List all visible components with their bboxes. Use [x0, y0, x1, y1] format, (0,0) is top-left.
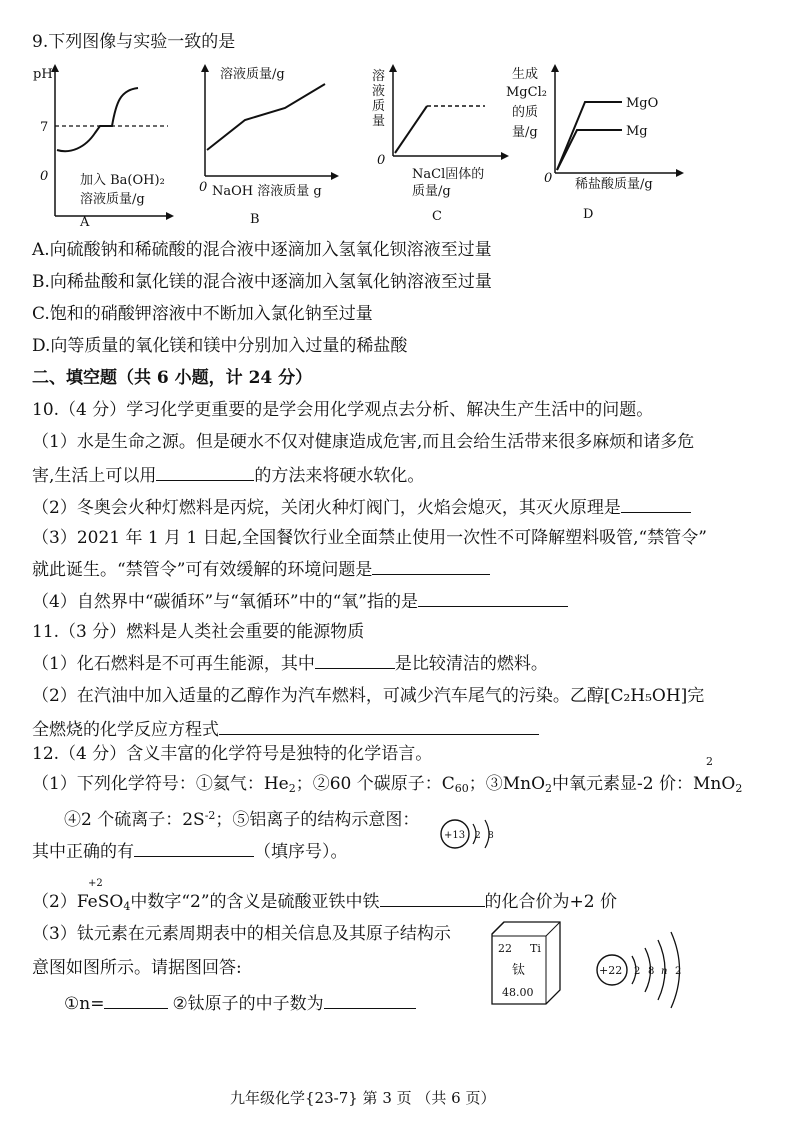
- graph-a-x-label-2: 溶液质量/g: [80, 192, 145, 207]
- q11-p1-pre: （1）化石燃料是不可再生能源，其中: [32, 654, 315, 674]
- ti-mass: 48.00: [502, 986, 534, 999]
- q12-p1b: [64, 804, 419, 832]
- q10-p2: [32, 494, 691, 520]
- q12-p2-mid: 中数字“2”的含义是硫酸亚铁中铁: [130, 892, 380, 912]
- q10-p2-text: （2）冬奥会火种灯燃料是丙烷，关闭火种灯阀门，火焰会熄灭，其灭火原理是: [32, 498, 621, 518]
- q9-graphs: [0, 58, 794, 233]
- q12-p3c-mid: ②钛原子的中子数为: [172, 994, 324, 1014]
- page-footer: 九年级化学{23-7} 第 3 页 （共 6 页）: [230, 1089, 496, 1107]
- q12-title: 12.（4 分）含义丰富的化学符号是独特的化学语言。: [32, 744, 433, 764]
- ti-symbol: Ti: [530, 942, 541, 955]
- q12-p1b-post: ；⑤铝离子的结构示意图：: [215, 810, 420, 830]
- graph-c: [372, 64, 509, 224]
- q10-answer-4[interactable]: [418, 588, 568, 607]
- q12-p2-pre: （2）FeSO: [32, 892, 124, 912]
- q10-p4-text: （4）自然界中“碳循环”与“氧循环”中的“氧”指的是: [32, 592, 418, 612]
- q12-p1b-pre: ④2 个硫离子：2S: [64, 810, 205, 830]
- q12-p2-post: 的化合价为+2 价: [484, 892, 617, 912]
- q12-p1a-pre: （1）下列化学符号：①氦气：He: [32, 774, 289, 794]
- graph-b-origin: 0: [199, 180, 208, 195]
- graph-d-tag: D: [583, 207, 594, 222]
- q10-answer-2[interactable]: [621, 494, 691, 513]
- q10-answer-1[interactable]: [156, 462, 254, 481]
- ti-e1: 2: [634, 966, 641, 977]
- q12-p1b-sup: -2: [204, 809, 216, 822]
- al-e1: 2: [475, 831, 481, 841]
- q12-p1a-sub2: 60: [454, 782, 469, 795]
- graph-c-y-1: 溶: [372, 69, 386, 84]
- graph-d-y-1: 生成: [512, 67, 539, 82]
- graph-c-origin: 0: [377, 153, 386, 168]
- q12-p2: [32, 888, 617, 919]
- q12-p1a-sub: 2: [288, 782, 296, 795]
- q12-p3b: 意图如图所示。请据图回答:: [32, 958, 242, 978]
- q10-p3a: （3）2021 年 1 月 1 日起,全国餐饮行业全面禁止使用一次性不可降解塑料吸管,“禁管令”: [32, 528, 707, 548]
- al-e2: 8: [488, 831, 494, 841]
- graph-a-tag: A: [80, 215, 90, 230]
- graph-d-y-2: MgCl₂: [506, 85, 547, 100]
- q12-answer-n[interactable]: [104, 990, 168, 1009]
- q9-option-b: B.向稀盐酸和氯化镁的混合液中逐滴加入氢氧化钠溶液至过量: [32, 272, 492, 292]
- q10-p4: [32, 588, 568, 614]
- q10-p3b: [32, 556, 490, 582]
- ti-name: 钛: [512, 963, 526, 978]
- graph-a-origin: 0: [40, 169, 49, 184]
- graph-d-x-label: 稀盐酸质量/g: [575, 177, 653, 192]
- ti-e4: 2: [675, 966, 682, 977]
- graph-a-y-label: pH: [33, 67, 53, 82]
- q10-p1a: （1）水是生命之源。但是硬水不仅对健康造成危害,而且会给生活带来很多麻烦和诸多危: [32, 432, 695, 452]
- q12-p3c: [64, 990, 416, 1016]
- al-ion-diagram: [437, 812, 527, 862]
- graph-d: [506, 64, 684, 222]
- graph-c-y-3: 质: [372, 99, 386, 114]
- q12-p1a-mid3: 中氧元素显-2 价：MnO: [552, 774, 736, 794]
- graph-d-series-mgo: MgO: [626, 96, 659, 111]
- q9-option-a: A.向硫酸钠和稀硫酸的混合液中逐滴加入氢氧化钡溶液至过量: [32, 240, 492, 260]
- graph-d-series-mg: Mg: [626, 124, 648, 139]
- q11-p1-post: 是比较清洁的燃料。: [394, 654, 548, 674]
- q12-p1a: [32, 772, 742, 801]
- q11-p2a: （2）在汽油中加入适量的乙醇作为汽车燃料，可减少汽车尾气的污染。乙醇[C₂H₅OH]完: [32, 686, 705, 706]
- graph-d-y-3: 的质: [512, 105, 539, 120]
- q12-p1a-mid1: ；②60 个碳原子：C: [295, 774, 455, 794]
- q9-title: 9.下列图像与实验一致的是: [32, 32, 236, 52]
- graph-c-tag: C: [432, 209, 442, 224]
- q10-p1b: [32, 462, 424, 488]
- graph-c-x-1: NaCl固体的: [412, 167, 485, 182]
- q10-p1b-pre: 害,生活上可以用: [32, 466, 157, 486]
- q12-p1c-pre: 其中正确的有: [32, 842, 134, 862]
- ti-element-cell: [490, 920, 562, 1006]
- q9-option-d: D.向等质量的氧化镁和镁中分别加入过量的稀盐酸: [32, 336, 408, 356]
- q12-answer-neutrons[interactable]: [324, 990, 416, 1009]
- q12-p1a-mid2: ；③MnO: [468, 774, 546, 794]
- ti-atom-diagram: [590, 924, 730, 1014]
- q12-top-two: 2: [706, 755, 713, 768]
- q10-title: 10.（4 分）学习化学更重要的是学会用化学观点去分析、解决生产生活中的问题。: [32, 400, 654, 420]
- q11-p2b-text: 全燃烧的化学反应方程式: [32, 720, 219, 740]
- q12-plus2: +2: [88, 878, 103, 889]
- q11-answer-1[interactable]: [315, 650, 395, 669]
- graph-b: [199, 64, 339, 227]
- q12-p1a-sub4: 2: [735, 782, 743, 795]
- graph-d-y-4: 量/g: [512, 125, 538, 140]
- q11-p1: [32, 650, 548, 676]
- q12-p1c-post: （填序号）。: [254, 842, 348, 862]
- q10-answer-3[interactable]: [372, 556, 490, 575]
- q12-answer-1[interactable]: [134, 838, 254, 857]
- section-heading: 二、填空题（共 6 小题，计 24 分）: [32, 368, 313, 388]
- q9-option-c: C.饱和的硝酸钾溶液中不断加入氯化钠至过量: [32, 304, 373, 324]
- ti-number: 22: [498, 942, 512, 955]
- graph-c-y-4: 量: [372, 114, 386, 129]
- graph-b-x-label: NaOH 溶液质量 g: [212, 184, 322, 199]
- graph-d-origin: 0: [544, 171, 553, 186]
- q12-answer-2[interactable]: [380, 888, 485, 907]
- q10-p1b-post: 的方法来将硬水软化。: [254, 466, 425, 486]
- ti-e2: 8: [648, 966, 655, 977]
- q12-p2-sub: 4: [123, 900, 131, 913]
- graph-a-x-label-1: 加入 Ba(OH)₂: [80, 173, 165, 188]
- q10-p3b-text: 就此诞生。“禁管令”可有效缓解的环境问题是: [32, 560, 373, 580]
- ti-e3: n: [661, 966, 668, 977]
- al-nucleus: +13: [444, 830, 466, 841]
- q12-p3a: （3）钛元素在元素周期表中的相关信息及其原子结构示: [32, 924, 451, 944]
- graph-c-y-2: 液: [372, 84, 386, 99]
- q12-p3c-pre: ①n=: [64, 994, 105, 1014]
- q11-p2b: [32, 716, 539, 742]
- q12-p1a-sub3: 2: [545, 782, 553, 795]
- q11-answer-2[interactable]: [219, 716, 539, 735]
- graph-c-x-2: 质量/g: [412, 184, 451, 199]
- graph-a-seven: 7: [40, 120, 49, 135]
- graph-a: [33, 64, 174, 230]
- graph-b-y-label: 溶液质量/g: [220, 67, 285, 82]
- graph-b-tag: B: [250, 212, 260, 227]
- q12-p1c: [32, 838, 348, 864]
- ti-nucleus: +22: [599, 964, 623, 977]
- q11-title: 11.（3 分）燃料是人类社会重要的能源物质: [32, 622, 365, 642]
